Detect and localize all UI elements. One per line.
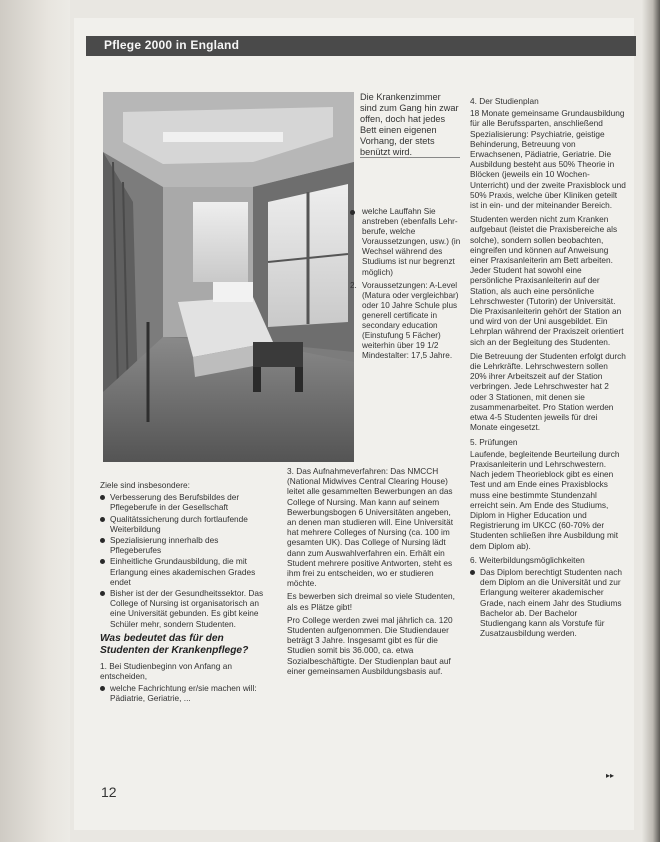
bullet-icon bbox=[100, 495, 105, 500]
list-item bbox=[100, 588, 268, 629]
goals-intro: Ziele sind insbesondere: bbox=[100, 480, 190, 490]
bullet-icon bbox=[100, 686, 105, 691]
header-title: Pflege 2000 in England bbox=[104, 38, 240, 52]
list-item bbox=[100, 556, 268, 587]
paragraph: Es bewerben sich dreimal so viele Studenten, als es Plätze gibt! bbox=[287, 591, 455, 612]
list-item bbox=[100, 535, 268, 555]
paragraph: Laufende, begleitende Beurteilung durch Praxisanleiterin und Lehrschwestern. Nach jedem Theorieblock gibt es einen Test und am Ende eines Praxisblocks muss eine bestimmte Stundenzahl erreicht sein. Am Ende des Studiums, Diplom in Higher Education und Registrierung im UKCC (60-70% der Studenten schließen ihre Ausbildung mit dem Diplom ab). bbox=[470, 448, 620, 551]
section-heading: 5. Prüfungen bbox=[470, 436, 518, 447]
list-item-text: Qualitätssicherung durch fortlaufende Weiterbildung bbox=[110, 513, 248, 534]
bullet-icon bbox=[100, 517, 105, 522]
bullet-icon bbox=[100, 591, 105, 596]
right-column bbox=[470, 92, 626, 638]
paragraph: 1. Bei Studienbeginn von Anfang an entscheiden, bbox=[100, 660, 232, 682]
paragraph: Die Betreuung der Studenten erfolgt durch die Lehrkräfte. Lehrschwestern sollen 20% ihrer Arbeitszeit auf der Station verbringen. Jede Lehrschwester hat 2 oder 3 Stationen, mit denen sie zusammenarbeitet. Pro Station werden etwa 4-5 Studenten jeweils für drei Monate eingesetzt. bbox=[470, 350, 626, 433]
list-item bbox=[350, 281, 462, 362]
section-heading: Was bedeutet das für den Studenten der Krankenpflege? bbox=[100, 632, 249, 656]
paragraph: 18 Monate gemeinsame Grundausbildung für alle Berufssparten, anschließend Spezialisierung: Psychiatrie, geistige Behinderung, Betreuung von Erwachsenen, Pädiatrie, Geriatrie. Die Ausbildung besteht aus 50% Theorie in Blöcken (jeweils ein 10 Wochen-Unterricht) und der zweite Praxisblock und 50% Praxis, welche über Kliniken geteilt ist in ein- und der miteinander Bereich. bbox=[470, 108, 626, 211]
list-item bbox=[100, 492, 268, 512]
list-item-text: welche Lauffahn Sie anstreben (ebenfalls Lehrberufe, welche Voraussetzungen, usw.) (in Wechsel während des Studiums ist nur begrenzt möglich) bbox=[362, 207, 461, 277]
photo-caption: Die Krankenzimmer sind zum Gang hin zwar offen, doch hat jedes Bett einen eigenen Vorhang, der stets benützt wird. bbox=[360, 92, 459, 157]
list-item-text: Verbesserung des Berufsbildes der Pflegeberufe in der Gesellschaft bbox=[110, 492, 240, 513]
bullet-icon bbox=[100, 559, 105, 564]
paragraph: Pro College werden zwei mal jährlich ca. 120 Studenten aufgenommen. Die Studiendauer beträgt 3 Jahre. Insgesamt gibt es für die Studien somit bis 36.000, ca. etwa Sozialbeschäftigte. Der Studienplan baut auf einer gemeinsamen Ausbildungsbasis auf. bbox=[287, 614, 453, 676]
list-item-text: Das Diplom berechtigt Studenten nach dem Diplom an die Universität und zur Erlangung weiterer akademischer Grade, nach einem Jahr des Studiums Bachelor ab. Der Bachelor Studiengang kann als Vorstufe für Zusatzausbildung werden. bbox=[480, 566, 623, 639]
list-item bbox=[100, 514, 268, 534]
paragraph: Studenten werden nicht zum Kranken aufgebaut (leistet die Praxisbereiche als solche), sondern sollen beobachten, eingreifen und können auf Anweisung einer Praxisanleiterin am Bett arbeiten. Jeder Student hat sowohl eine persönliche Praxisanleiterin auf der Station, als auch eine persönliche Lehrschwester (Tutorin) der Universität. Die Praxisanleiterin gehört der Station an und wird von der Uni ausgebildet. Ein Lehrplan während der Praxiszeit orientiert sich an der Begleitung des Studenten. bbox=[470, 214, 624, 347]
list-item bbox=[100, 683, 268, 703]
middle-column bbox=[287, 466, 459, 679]
section-heading: 4. Der Studienplan bbox=[470, 96, 539, 106]
list-item-text: welche Fachrichtung er/sie machen will: Pädiatrie, Geriatrie, ... bbox=[110, 683, 257, 704]
list-item bbox=[350, 207, 462, 278]
bullet-icon bbox=[100, 538, 105, 543]
bullet-icon bbox=[470, 570, 475, 575]
scan-edge-right bbox=[642, 0, 660, 842]
section-heading: 6. Weiterbildungsmöglichkeiten bbox=[470, 554, 585, 565]
continue-arrow-icon: ▸▸ bbox=[606, 771, 615, 780]
list-item-text: Spezialisierung innerhalb des Pflegeberufes bbox=[110, 535, 219, 556]
hospital-room-photo bbox=[103, 92, 354, 462]
bullet-icon bbox=[350, 210, 355, 215]
left-column bbox=[100, 480, 268, 705]
list-number: 2. bbox=[350, 280, 357, 290]
requirements-list bbox=[350, 207, 462, 364]
list-item-text: Voraussetzungen: A-Level (Matura oder vergleichbar) oder 10 Jahre Schule plus generell certificate in secondary education (Einstufung 5 Fächer) weiterhin über 19 1/2 Mindestalter: 17,5 Jahre. bbox=[362, 280, 459, 361]
list-item bbox=[470, 567, 626, 638]
scan-edge-left bbox=[0, 0, 70, 842]
list-item-text: Bisher ist der der Gesundheitssektor. Das College of Nursing ist organisatorisch an eine Universität gebunden. Es gibt keine Schüler mehr, sondern Studenten. bbox=[110, 588, 264, 629]
list-item-text: Einheitliche Grundausbildung, die mit Erlangung eines akademischen Grades endet bbox=[110, 556, 256, 587]
paragraph: 3. Das Aufnahmeverfahren: Das NMCCH (National Midwives Central Clearing House) leitet alle gesammelten Bewerbungen an das College of Nursing. Man kann auf seinem Bewerbungsbogen 6 Universitäten angeben, an denen man studieren will. Eine Universität hat mehrere Colleges of Nursing (ca. 100 im gesamten UK). Das College of Nursing lädt dann zum Auswahlverfahren ein. Erhält ein Student mehrere positive Antworten, steht es ihm frei zu entscheiden, wo er studieren möchte. bbox=[287, 466, 454, 589]
page-number: 12 bbox=[101, 784, 117, 800]
caption-divider bbox=[360, 157, 460, 158]
